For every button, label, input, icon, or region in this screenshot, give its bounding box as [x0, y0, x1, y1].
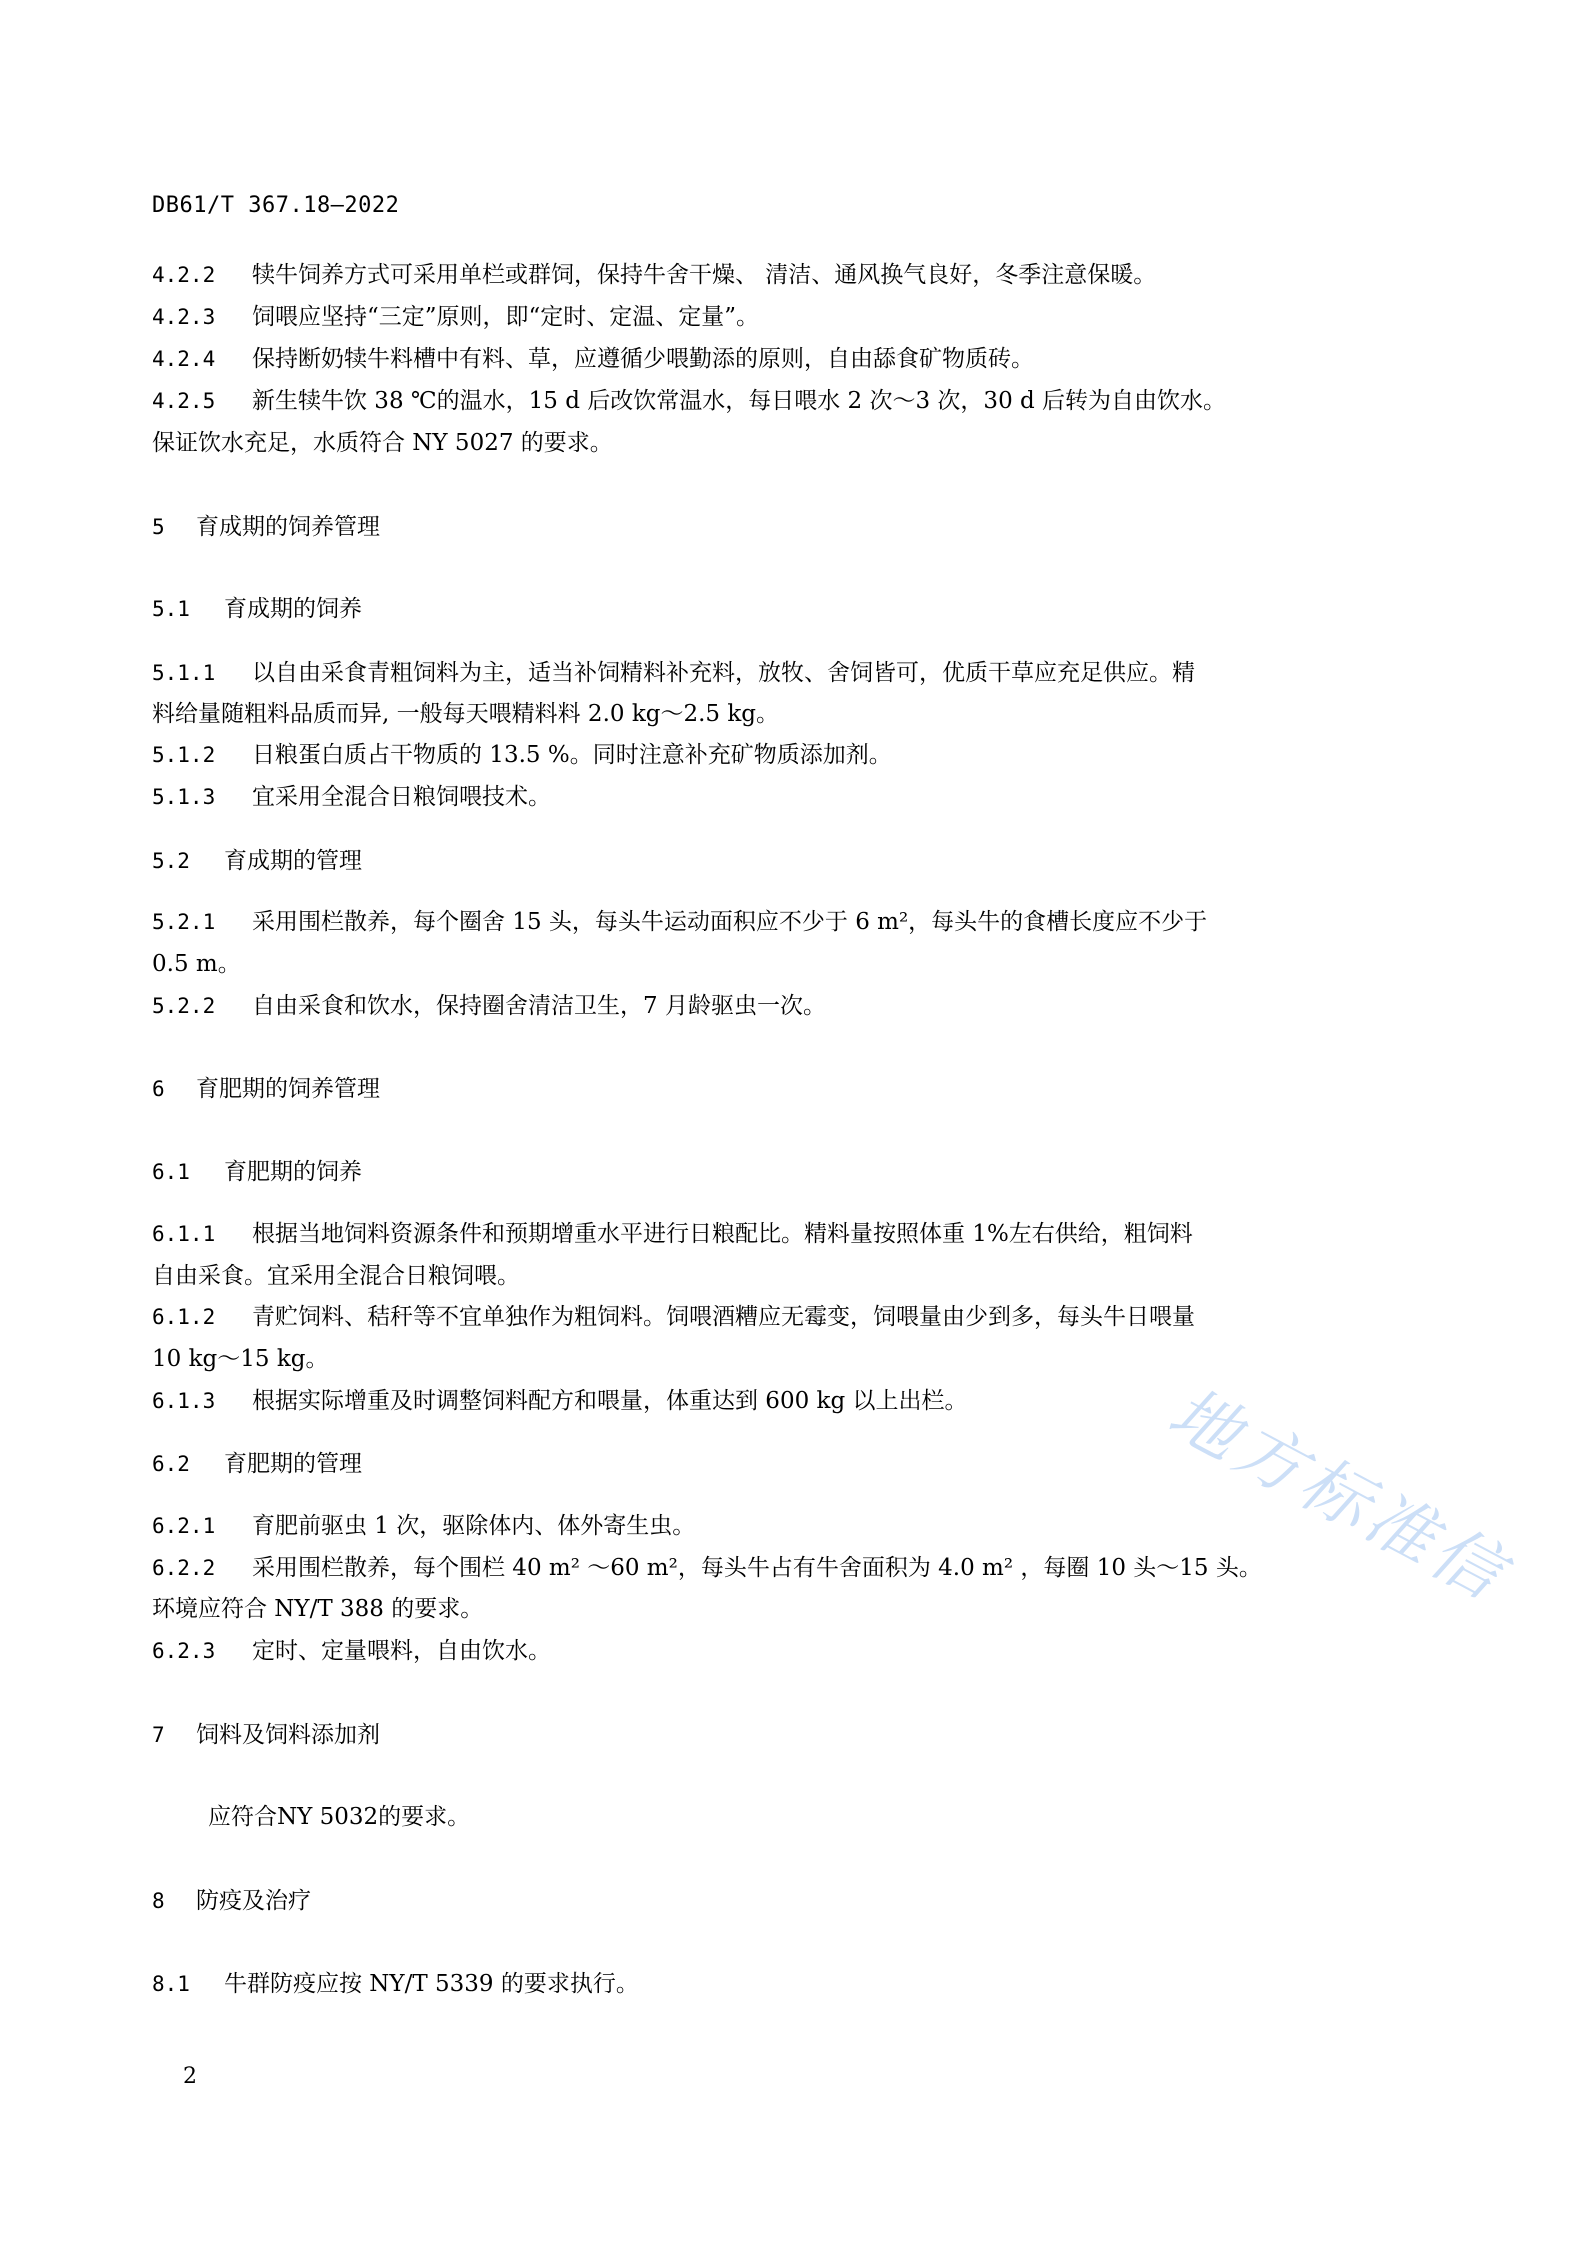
clause-number: 5.1.3: [152, 785, 216, 809]
clause-text: 根据实际增重及时调整饲料配方和喂量，体重达到 600 kg 以上出栏。: [252, 1388, 968, 1414]
clause-number: 4.2.2: [152, 263, 216, 287]
clause-number: 6.1.1: [152, 1222, 216, 1246]
clause-6-2-2: [152, 1551, 1405, 1585]
clause-number: 6.2.1: [152, 1514, 216, 1538]
clause-4-2-5-cont: [152, 426, 1405, 460]
clause-text: 新生犊牛饮 38 ℃的温水，15 d 后改饮常温水，每日喂水 2 次～3 次，30 d 后转为自由饮水。: [252, 388, 1227, 414]
clause-text: 环境应符合 NY/T 388 的要求。: [152, 1596, 484, 1622]
clause-text: 宜采用全混合日粮饲喂技术。: [252, 784, 551, 810]
clause-text: 牛群防疫应按 NY/T 5339 的要求执行。: [224, 1971, 639, 1997]
clause-number: 4.2.5: [152, 389, 216, 413]
section-title: 育成期的饲养: [224, 596, 362, 622]
clause-number: 5.2.1: [152, 910, 216, 934]
clause-4-2-5: [152, 384, 1405, 418]
clause-number: 6.1.3: [152, 1389, 216, 1413]
section-number: 5.2: [152, 849, 190, 873]
section-title: 育肥期的饲养: [224, 1159, 362, 1185]
clause-5-1-2: [152, 738, 1405, 772]
clause-number: 8.1: [152, 1972, 190, 1996]
page-number: 2: [183, 2064, 197, 2089]
clause-number: 5.1.1: [152, 661, 216, 685]
clause-5-1-1-cont: [152, 697, 1405, 731]
clause-text: 饲喂应坚持“三定”原则，即“定时、定温、定量”。: [252, 304, 760, 330]
clause-text: 采用围栏散养，每个围栏 40 m² ～60 m²，每头牛占有牛舍面积为 4.0 m² ，每圈 10 头～15 头。: [252, 1555, 1262, 1581]
clause-number: 4.2.4: [152, 347, 216, 371]
section-6-1-heading: [152, 1155, 1405, 1189]
section-number: 6.2: [152, 1452, 190, 1476]
clause-5-2-2: [152, 989, 1405, 1023]
clause-4-2-3: [152, 300, 1405, 334]
clause-8-1: [152, 1967, 1405, 2001]
section-6-heading: [152, 1072, 1405, 1106]
clause-text: 应符合NY 5032的要求。: [208, 1804, 471, 1830]
clause-text: 0.5 m。: [152, 951, 241, 977]
section-number: 7: [152, 1723, 165, 1747]
section-7-heading: [152, 1718, 1405, 1752]
clause-number: 6.2.3: [152, 1639, 216, 1663]
clause-text: 育肥前驱虫 1 次，驱除体内、体外寄生虫。: [252, 1513, 696, 1539]
clause-text: 青贮饲料、秸秆等不宜单独作为粗饲料。饲喂酒糟应无霉变，饲喂量由少到多，每头牛日喂量: [252, 1304, 1195, 1330]
section-title: 育成期的管理: [224, 848, 362, 874]
section-7-body: [208, 1800, 1405, 1834]
clause-5-2-1: [152, 905, 1405, 939]
section-8-heading: [152, 1884, 1405, 1918]
clause-number: 6.2.2: [152, 1556, 216, 1580]
clause-6-1-1-cont: [152, 1259, 1405, 1293]
section-number: 6.1: [152, 1160, 190, 1184]
section-title: 防疫及治疗: [196, 1888, 311, 1914]
section-title: 育成期的饲养管理: [196, 514, 380, 540]
clause-text: 自由采食。宜采用全混合日粮饲喂。: [152, 1263, 520, 1289]
section-title: 育肥期的管理: [224, 1451, 362, 1477]
clause-text: 采用围栏散养，每个圈舍 15 头，每头牛运动面积应不少于 6 m²，每头牛的食槽长度应不少于: [252, 909, 1208, 935]
watermark: 地方标准信: [1155, 1373, 1520, 1617]
clause-6-2-2-cont: [152, 1592, 1405, 1626]
clause-text: 以自由采食青粗饲料为主，适当补饲精料补充料，放牧、舍饲皆可，优质干草应充足供应。精: [252, 660, 1195, 686]
clause-4-2-2: [152, 258, 1405, 292]
clause-text: 日粮蛋白质占干物质的 13.5 %。同时注意补充矿物质添加剂。: [252, 742, 892, 768]
clause-text: 保持断奶犊牛料槽中有料、草，应遵循少喂勤添的原则，自由舔食矿物质砖。: [252, 346, 1034, 372]
clause-text: 犊牛饲养方式可采用单栏或群饲，保持牛舍干燥、 清洁、通风换气良好，冬季注意保暖。: [252, 262, 1157, 288]
section-5-1-heading: [152, 592, 1405, 626]
section-5-heading: [152, 510, 1405, 544]
clause-number: 4.2.3: [152, 305, 216, 329]
clause-number: 6.1.2: [152, 1305, 216, 1329]
clause-number: 5.2.2: [152, 994, 216, 1018]
section-number: 8: [152, 1889, 165, 1913]
clause-text: 自由采食和饮水，保持圈舍清洁卫生，7 月龄驱虫一次。: [252, 993, 826, 1019]
clause-4-2-4: [152, 342, 1405, 376]
clause-6-1-2: [152, 1300, 1405, 1334]
section-number: 5.1: [152, 597, 190, 621]
section-title: 育肥期的饲养管理: [196, 1076, 380, 1102]
section-title: 饲料及饲料添加剂: [196, 1722, 380, 1748]
clause-text: 10 kg～15 kg。: [152, 1346, 329, 1372]
clause-text: 保证饮水充足，水质符合 NY 5027 的要求。: [152, 430, 613, 456]
clause-5-1-1: [152, 656, 1405, 690]
clause-6-1-1: [152, 1217, 1405, 1251]
section-5-2-heading: [152, 844, 1405, 878]
section-number: 5: [152, 515, 165, 539]
clause-number: 5.1.2: [152, 743, 216, 767]
clause-5-2-1-cont: [152, 947, 1405, 981]
section-number: 6: [152, 1077, 165, 1101]
clause-5-1-3: [152, 780, 1405, 814]
clause-text: 定时、定量喂料，自由饮水。: [252, 1638, 551, 1664]
clause-text: 根据当地饲料资源条件和预期增重水平进行日粮配比。精料量按照体重 1%左右供给，粗饲料: [252, 1221, 1193, 1247]
clause-6-2-1: [152, 1509, 1405, 1543]
document-code: DB61/T 367.18—2022: [152, 193, 400, 218]
clause-text: 料给量随粗料品质而异, 一般每天喂精料料 2.0 kg～2.5 kg。: [152, 701, 780, 727]
clause-6-2-3: [152, 1634, 1405, 1668]
